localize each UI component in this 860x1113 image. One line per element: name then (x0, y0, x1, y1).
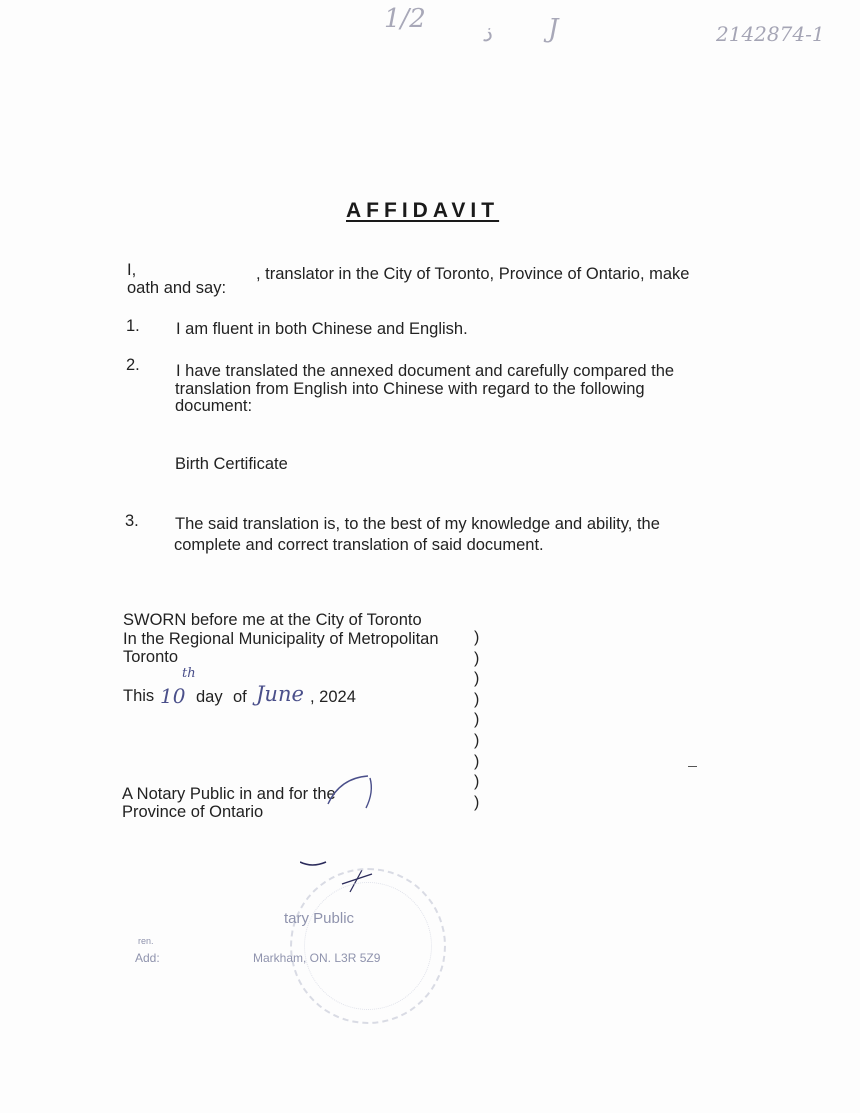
reference-number: 2142874-1 (716, 22, 825, 46)
bracket-column: ) ) ) ) ) ) ) ) ) (474, 629, 480, 811)
handwritten-day: 10 (160, 684, 186, 708)
item-text: document: (175, 397, 253, 415)
year: , 2024 (310, 688, 356, 706)
item-number: 3. (125, 512, 139, 530)
item-number: 2. (126, 356, 140, 374)
intro-line-2: oath and say: (127, 279, 227, 297)
page-index-mark: 1/2 (384, 4, 426, 34)
page-title: AFFIDAVIT (346, 199, 500, 222)
stray-mark (688, 766, 697, 767)
sworn-line: In the Regional Municipality of Metropolitan (123, 630, 439, 648)
stamp-small-text: ren. (138, 936, 154, 946)
notary-line: Province of Ontario (122, 803, 264, 821)
handwritten-day-suffix: th (182, 666, 196, 681)
sworn-line: Toronto (123, 648, 179, 666)
handwritten-month: June (256, 682, 304, 706)
intro-line-start: I, (127, 261, 137, 279)
notary-seal-inner (304, 882, 432, 1010)
scribble-mark: ذ (482, 22, 492, 47)
document-name: Birth Certificate (175, 455, 288, 473)
item-text: The said translation is, to the best of my knowledge and ability, the (175, 515, 660, 533)
date-prefix: This (123, 687, 155, 705)
item-text: I have translated the annexed document and carefully compared the (176, 362, 675, 380)
stamp-address: Markham, ON. L3R 5Z9 (253, 951, 381, 965)
item-text: I am fluent in both Chinese and English. (176, 320, 468, 338)
notary-line: A Notary Public in and for the (122, 785, 336, 803)
day-word: day (196, 688, 223, 706)
item-number: 1. (126, 317, 140, 335)
of-word: of (233, 688, 247, 706)
item-text: translation from English into Chinese with regard to the following (175, 380, 645, 398)
stamp-address-label: Add: (135, 951, 160, 965)
sworn-line: SWORN before me at the City of Toronto (123, 611, 422, 629)
item-text: complete and correct translation of said document. (174, 536, 544, 554)
stamp-title: tary Public (284, 910, 355, 927)
scribble-mark: J (548, 14, 559, 44)
intro-line-end: , translator in the City of Toronto, Province of Ontario, make (256, 265, 690, 283)
